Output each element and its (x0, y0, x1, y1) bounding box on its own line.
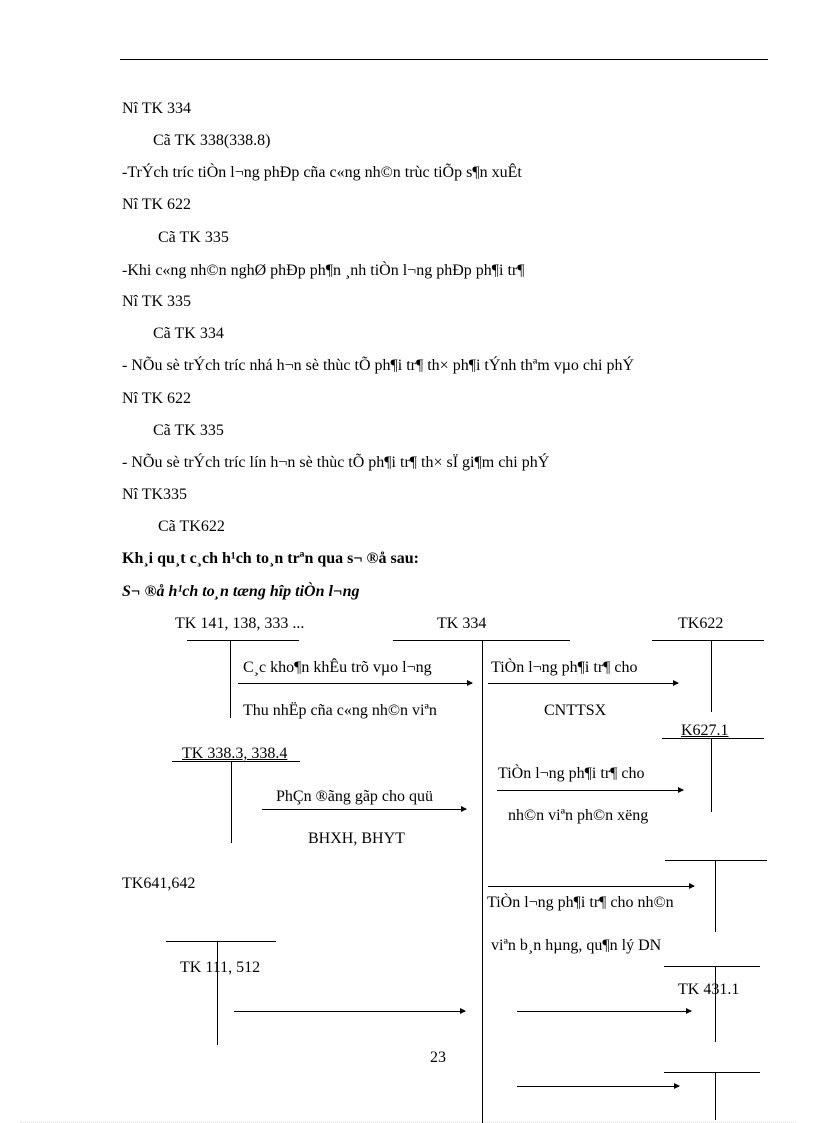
tk431-rule (664, 966, 760, 967)
k627-rule (662, 738, 764, 739)
tk622-rule (652, 640, 764, 641)
label-wage-cn-1: TiÒn l¬ng ph¶i tr¶ cho (491, 659, 638, 676)
account-tk338: TK 338.3, 338.4 (182, 745, 288, 762)
arrow-wage-cn (488, 683, 678, 684)
page-number: 23 (430, 1049, 446, 1066)
label-wage-bh-2: viªn b¸n hµng, qu¶n lý DN (491, 937, 662, 954)
text-line-4: Nî TK 622 (122, 196, 192, 213)
bottom-right-vertical (715, 1072, 716, 1120)
text-line-11: Cã TK 335 (153, 422, 224, 439)
diagram-title: S¬ ®å h¹ch to¸n tæng hîp tiÒn l¬ng (122, 583, 360, 600)
tk431-vertical (715, 966, 716, 1042)
account-tk641: TK641,642 (122, 875, 196, 892)
account-tk431: TK 431.1 (678, 981, 740, 998)
arrow-deduct (238, 683, 472, 684)
text-line-3: -TrÝch tríc tiÒn l¬ng phÐp cña c«ng nh©n trùc tiÕp s¶n xuÊt (122, 164, 522, 181)
label-wage-px-2: nh©n viªn ph©n xëng (508, 807, 649, 824)
label-wage-bh-1: TiÒn l¬ng ph¶i tr¶ cho nh©n (487, 894, 674, 911)
text-line-6: -Khi c«ng nh©n nghØ phÐp ph¶n ¸nh tiÒn l¬ng phÐp ph¶i tr¶ (122, 262, 525, 279)
account-tk141: TK 141, 138, 333 ... (175, 615, 305, 632)
label-deduct-2: Thu nhËp cña c«ng nh©n viªn (243, 702, 437, 719)
text-line-13: Nî TK335 (122, 486, 188, 503)
text-line-9: - NÕu sè trÝch tríc nhá h¬n sè thùc tÕ ph¶i tr¶ th× ph¶i tÝnh thªm vµo chi phÝ (122, 357, 635, 374)
label-insurance-2: BHXH, BHYT (308, 830, 405, 847)
arrow-wage-bh (488, 886, 694, 887)
text-line-14: Cã TK622 (158, 518, 225, 535)
text-line-7: Nî TK 335 (122, 293, 192, 310)
account-k627: K627.1 (681, 722, 729, 739)
tk111-rule (166, 941, 276, 942)
text-line-12: - NÕu sè trÝch tríc lín h¬n sè thùc tÕ ph¶i tr¶ th× sÏ gi¶m chi phÝ (122, 454, 550, 471)
arrow-wage-px (497, 790, 683, 791)
label-deduct-1: C¸c kho¶n khÊu trõ vµo l¬ng (243, 659, 432, 676)
arrow-tk431 (517, 1011, 691, 1012)
label-insurance-1: PhÇn ®ãng gãp cho quü (276, 788, 434, 805)
text-line-8: Cã TK 334 (153, 325, 224, 342)
account-tk111: TK 111, 512 (180, 959, 261, 976)
bottom-right-rule (664, 1072, 760, 1073)
account-tk622: TK622 (678, 615, 724, 632)
header-rule (120, 59, 768, 60)
arrow-insurance (262, 809, 466, 810)
label-wage-cn-2: CNTTSX (544, 702, 607, 719)
tk111-vertical (217, 941, 218, 1045)
tk622-vertical (711, 640, 712, 712)
tk338-vertical (231, 761, 232, 843)
tk338-rule (172, 761, 300, 762)
account-tk334: TK 334 (437, 615, 487, 632)
summary-heading: Kh¸i qu¸t c¸ch h¹ch to¸n trªn qua s¬ ®å sau: (122, 550, 419, 567)
tk641-right-vertical (715, 860, 716, 932)
tk141-rule (187, 640, 299, 641)
text-line-2: Cã TK 338(338.8) (153, 132, 271, 149)
k627-vertical (711, 738, 712, 812)
arrow-bottom (517, 1086, 679, 1087)
text-line-10: Nî TK 622 (122, 390, 192, 407)
text-line-1: Nî TK 334 (122, 100, 192, 117)
text-line-5: Cã TK 335 (158, 229, 229, 246)
tk641-right-rule (665, 860, 767, 861)
label-wage-px-1: TiÒn l¬ng ph¶i tr¶ cho (498, 765, 645, 782)
tk141-vertical (230, 640, 231, 718)
tk334-vertical (482, 640, 483, 1123)
arrow-tk111 (234, 1011, 465, 1012)
